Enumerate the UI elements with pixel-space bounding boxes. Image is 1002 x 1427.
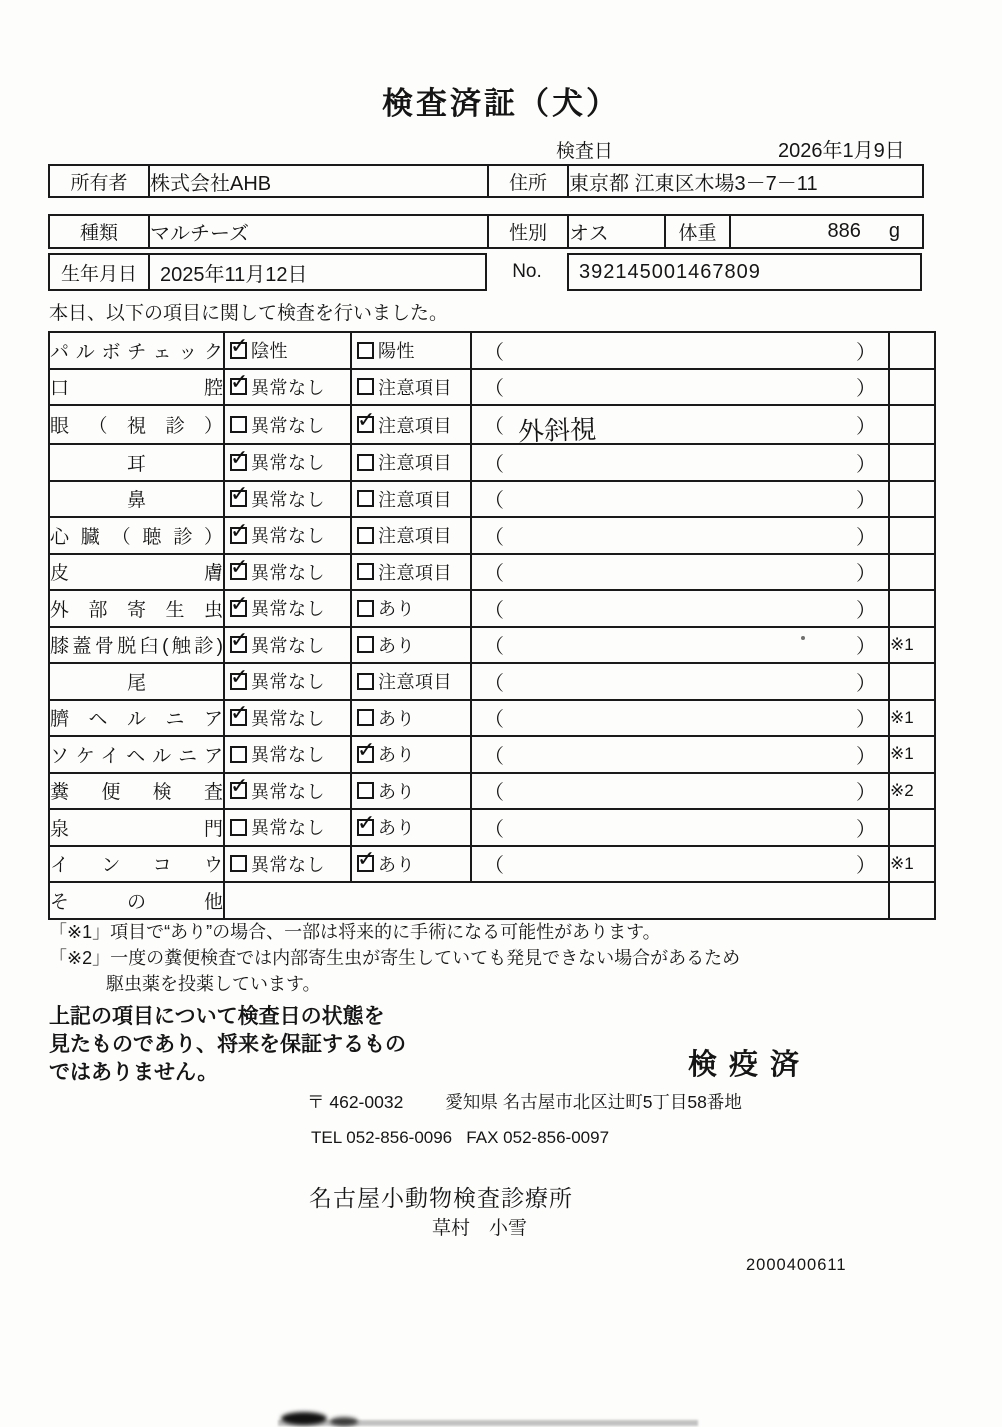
option2-cell — [351, 809, 471, 846]
checkbox-option2-label: あり — [378, 745, 415, 766]
footnote-mark: ※1 — [889, 846, 935, 883]
checkbox-option2-label: 注意項目 — [378, 489, 452, 510]
inspection-row — [49, 481, 935, 518]
option2-cell — [351, 405, 471, 444]
inspection-item-label: その他 — [49, 882, 224, 919]
checkbox-option2 — [357, 490, 374, 507]
checkbox-option2 — [357, 746, 374, 763]
remarks-cell — [471, 736, 889, 773]
remarks-cell — [471, 590, 889, 627]
paren-open: （ — [484, 709, 504, 732]
checkbox-option2 — [357, 378, 374, 395]
inspection-item-label: 膝蓋骨脱臼(触診) — [49, 627, 224, 664]
inspection-item-label: 耳 — [49, 444, 224, 481]
scan-noise-dot — [801, 636, 805, 640]
clinic-name: 名古屋小動物検査診療所 — [309, 1185, 573, 1211]
document-title: 検査済証（犬） — [382, 86, 620, 121]
paren-open: （ — [484, 782, 504, 805]
paren-open: （ — [484, 526, 504, 549]
inspection-item-label: 鼻 — [49, 481, 224, 518]
footnotes-block — [49, 919, 740, 997]
empty-merged-cell — [224, 882, 889, 919]
weight-label: 体重 — [665, 215, 730, 248]
handwritten-note — [504, 381, 856, 393]
paren-open: （ — [484, 563, 504, 586]
inspection-row — [49, 590, 935, 627]
checkbox-option1 — [230, 454, 247, 471]
checkbox-option2-label: あり — [378, 708, 415, 729]
footnote-1: 「※1」項目で“あり”の場合、一部は将来的に手術になる可能性があります。 — [49, 922, 661, 942]
checkbox-option1 — [230, 673, 247, 690]
checkbox-option2 — [357, 673, 374, 690]
postal-code: 〒 462-0032 — [307, 1092, 404, 1112]
checkbox-option1 — [230, 709, 247, 726]
checkbox-option2-label: 陽性 — [378, 341, 415, 362]
remarks-cell — [471, 332, 889, 369]
checkbox-option2 — [357, 416, 374, 433]
checkbox-option2 — [357, 342, 374, 359]
inspection-row — [49, 627, 935, 664]
checkbox-option1-label: 異常なし — [251, 415, 325, 436]
footnote-2-line2: 駆虫薬を投薬しています。 — [106, 974, 321, 995]
option2-cell — [351, 369, 471, 406]
quarantine-passed-stamp: 検疫済 — [688, 1049, 812, 1081]
option2-cell — [351, 590, 471, 627]
paren-close: ） — [856, 526, 876, 549]
checkbox-option2-label: 注意項目 — [378, 526, 452, 547]
inspection-row — [49, 554, 935, 591]
checkbox-option1 — [230, 782, 247, 799]
disclaimer-line1: 上記の項目について検査日の状態を — [49, 1005, 385, 1028]
checkbox-option1 — [230, 563, 247, 580]
paren-open: （ — [484, 490, 504, 513]
option1-cell — [224, 809, 351, 846]
weight-cell — [730, 215, 923, 248]
option1-cell — [224, 773, 351, 810]
option1-cell — [224, 405, 351, 444]
checkbox-option1-label: 異常なし — [251, 562, 325, 583]
footnote-mark — [889, 444, 935, 481]
inspection-row — [49, 444, 935, 481]
inspection-item-label: パルボチェック — [49, 332, 224, 369]
option2-cell — [351, 700, 471, 737]
checkbox-option1-label: 異常なし — [251, 453, 325, 474]
remarks-cell — [471, 554, 889, 591]
inspection-item-label: 眼（視診） — [49, 405, 224, 444]
scan-artifact-smudge — [330, 1417, 358, 1426]
remarks-cell — [471, 444, 889, 481]
inspection-item-label: 尾 — [49, 663, 224, 700]
handwritten-note — [504, 858, 856, 870]
inspection-item-label: 外部寄生虫 — [49, 590, 224, 627]
handwritten-note — [504, 566, 856, 578]
birth-date-value: 2025年11月12日 — [160, 263, 308, 286]
weight-unit: g — [888, 220, 900, 242]
footnote-mark — [889, 517, 935, 554]
inspection-item-label: ソケイヘルニア — [49, 736, 224, 773]
checkbox-option1 — [230, 746, 247, 763]
checkbox-option1-label: 異常なし — [251, 599, 325, 620]
checkbox-option1-label: 異常なし — [251, 708, 325, 729]
disclaimer-block — [49, 1003, 406, 1087]
checkbox-option1 — [230, 819, 247, 836]
remarks-cell — [471, 627, 889, 664]
paren-close: ） — [856, 672, 876, 695]
option2-cell — [351, 663, 471, 700]
checkbox-option1 — [230, 378, 247, 395]
address-label: 住所 — [488, 165, 568, 197]
checkbox-option2-label: あり — [378, 854, 415, 875]
checkbox-option2 — [357, 709, 374, 726]
checkbox-option1-label: 異常なし — [251, 526, 325, 547]
checkbox-option2 — [357, 819, 374, 836]
option2-cell — [351, 444, 471, 481]
sex-value: オス — [568, 215, 665, 248]
footnote-mark: ※2 — [889, 773, 935, 810]
paren-close: ） — [856, 709, 876, 732]
option2-cell — [351, 736, 471, 773]
remarks-cell — [471, 405, 889, 447]
checkbox-option2 — [357, 563, 374, 580]
footnote-mark — [889, 554, 935, 591]
intro-text: 本日、以下の項目に関して検査を行いました。 — [49, 303, 449, 324]
birth-number-row — [48, 253, 922, 291]
option2-cell — [351, 773, 471, 810]
paren-close: ） — [856, 818, 876, 841]
inspection-row — [49, 773, 935, 810]
checkbox-option2-label: あり — [378, 781, 415, 802]
paren-open: （ — [484, 416, 504, 438]
option2-cell — [351, 517, 471, 554]
handwritten-note — [504, 785, 856, 797]
inspection-item-label: 泉門 — [49, 809, 224, 846]
checkbox-option1-label: 異常なし — [251, 854, 325, 875]
certificate-no-label: No. — [512, 261, 542, 282]
footnote-mark — [889, 405, 935, 444]
paren-close: ） — [856, 490, 876, 513]
inspection-row — [49, 517, 935, 554]
option1-cell — [224, 590, 351, 627]
inspection-item-label: 口腔 — [49, 369, 224, 406]
option1-cell — [224, 700, 351, 737]
inspection-row — [49, 369, 935, 406]
remarks-cell — [471, 773, 889, 810]
checkbox-option2-label: 注意項目 — [378, 377, 452, 398]
birth-date-label: 生年月日 — [50, 255, 150, 289]
paren-close: ） — [856, 416, 876, 438]
breed-row — [49, 215, 923, 248]
clinic-address-line — [307, 1089, 742, 1114]
footnote-mark: ※1 — [889, 627, 935, 664]
footnote-mark — [889, 481, 935, 518]
checkbox-option1-label: 異常なし — [251, 635, 325, 656]
owner-row — [49, 165, 923, 197]
checkbox-option1-label: 異常なし — [251, 818, 325, 839]
checkbox-option2 — [357, 454, 374, 471]
paren-open: （ — [484, 378, 504, 401]
disclaimer-line3: ではありません。 — [49, 1060, 219, 1084]
paren-open: （ — [484, 855, 504, 878]
checkbox-option1-label: 陰性 — [251, 341, 288, 362]
inspection-item-label: 心臓（聴診） — [49, 517, 224, 554]
paren-open: （ — [484, 745, 504, 768]
handwritten-note — [504, 639, 856, 651]
checkbox-option1-label: 異常なし — [251, 672, 325, 693]
paren-close: ） — [856, 745, 876, 768]
inspection-row — [49, 663, 935, 700]
footnote-mark — [889, 882, 935, 919]
option1-cell — [224, 332, 351, 369]
paren-open: （ — [484, 672, 504, 695]
examiner-name: 草村 小雪 — [432, 1218, 528, 1239]
inspection-row — [49, 405, 935, 444]
owner-label: 所有者 — [49, 165, 149, 197]
handwritten-note — [504, 602, 856, 614]
option2-cell — [351, 627, 471, 664]
remarks-cell — [471, 663, 889, 700]
paren-close: ） — [856, 782, 876, 805]
checkbox-option2-label: あり — [378, 599, 415, 620]
option1-cell — [224, 627, 351, 664]
weight-value: 886 — [827, 220, 861, 242]
checkbox-option1-label: 異常なし — [251, 781, 325, 802]
checkbox-option2-label: あり — [378, 818, 415, 839]
handwritten-note — [504, 456, 856, 468]
handwritten-note — [504, 493, 856, 505]
option2-cell — [351, 481, 471, 518]
footnote-mark — [889, 590, 935, 627]
inspection-row — [49, 332, 935, 369]
option1-cell — [224, 444, 351, 481]
inspection-table — [48, 331, 936, 920]
handwritten-note — [504, 748, 856, 760]
inspection-row — [49, 882, 935, 919]
address-value: 東京都 江東区木場3－7－11 — [568, 165, 923, 197]
handwritten-note — [504, 344, 856, 356]
paren-close: ） — [856, 378, 876, 401]
footnote-mark — [889, 332, 935, 369]
paren-open: （ — [484, 453, 504, 476]
remarks-cell — [471, 517, 889, 554]
birth-box — [48, 253, 487, 291]
serial-number: 2000400611 — [746, 1256, 847, 1274]
paren-open: （ — [484, 599, 504, 622]
inspection-row — [49, 736, 935, 773]
inspection-row — [49, 700, 935, 737]
paren-close: ） — [856, 563, 876, 586]
footnote-2-line1: 「※2」一度の糞便検査では内部寄生虫が寄生していても発見できない場合があるため — [49, 948, 741, 969]
inspection-item-label: 糞便検査 — [49, 773, 224, 810]
option2-cell — [351, 846, 471, 883]
disclaimer-line2: 見たものであり、将来を保証するもの — [49, 1032, 406, 1056]
checkbox-option1 — [230, 527, 247, 544]
paren-open: （ — [484, 818, 504, 841]
inspection-item-label: インコウ — [49, 846, 224, 883]
paren-close: ） — [856, 453, 876, 476]
checkbox-option1 — [230, 855, 247, 872]
checkbox-option2-label: 注意項目 — [378, 453, 452, 474]
checkbox-option1-label: 異常なし — [251, 489, 325, 510]
option1-cell — [224, 517, 351, 554]
remarks-cell — [471, 846, 889, 883]
checkbox-option2-label: あり — [378, 635, 415, 656]
remarks-cell — [471, 700, 889, 737]
option1-cell — [224, 369, 351, 406]
tel-fax-line: TEL 052-856-0096 FAX 052-856-0097 — [311, 1128, 610, 1147]
handwritten-note: 外斜視 — [517, 413, 597, 447]
option1-cell — [224, 554, 351, 591]
option2-cell — [351, 554, 471, 591]
breed-value: マルチーズ — [149, 215, 488, 248]
scan-artifact-smudge — [281, 1412, 327, 1425]
paren-close: ） — [856, 636, 876, 659]
handwritten-note — [504, 712, 856, 724]
checkbox-option2 — [357, 527, 374, 544]
breed-label: 種類 — [49, 215, 149, 248]
inspection-item-label: 皮膚 — [49, 554, 224, 591]
inspection-date-label: 検査日 — [556, 141, 614, 162]
checkbox-option1-label: 異常なし — [251, 377, 325, 398]
checkbox-option2-label: 注意項目 — [378, 415, 452, 436]
inspection-table-body — [49, 332, 935, 919]
paren-open: （ — [484, 636, 504, 659]
footnote-mark — [889, 369, 935, 406]
remarks-cell — [471, 809, 889, 846]
inspection-date-value: 2026年1月9日 — [778, 140, 905, 162]
paren-close: ） — [856, 599, 876, 622]
option1-cell — [224, 663, 351, 700]
checkbox-option2-label: 注意項目 — [378, 562, 452, 583]
clinic-address: 愛知県 名古屋市北区辻町5丁目58番地 — [445, 1092, 742, 1112]
footnote-mark: ※1 — [889, 736, 935, 773]
checkbox-option2-label: 注意項目 — [378, 672, 452, 693]
remarks-cell — [471, 369, 889, 406]
footnote-mark — [889, 663, 935, 700]
checkbox-option1 — [230, 490, 247, 507]
inspection-item-label: 臍ヘルニア — [49, 700, 224, 737]
option1-cell — [224, 846, 351, 883]
owner-value: 株式会社AHB — [149, 165, 488, 197]
checkbox-option2 — [357, 782, 374, 799]
paren-close: ） — [856, 855, 876, 878]
handwritten-note — [504, 675, 856, 687]
checkbox-option2 — [357, 600, 374, 617]
option2-cell — [351, 332, 471, 369]
checkbox-option1 — [230, 636, 247, 653]
owner-table — [48, 164, 924, 198]
inspection-row — [49, 809, 935, 846]
option1-cell — [224, 736, 351, 773]
handwritten-note — [504, 821, 856, 833]
checkbox-option1 — [230, 416, 247, 433]
checkbox-option2 — [357, 855, 374, 872]
option1-cell — [224, 481, 351, 518]
handwritten-note — [504, 529, 856, 541]
checkbox-option2 — [357, 636, 374, 653]
checkbox-option1 — [230, 600, 247, 617]
sex-label: 性別 — [488, 215, 568, 248]
breed-sex-weight-table — [48, 214, 924, 249]
inspection-row — [49, 846, 935, 883]
paren-close: ） — [856, 341, 876, 364]
paren-open: （ — [484, 341, 504, 364]
footnote-mark: ※1 — [889, 700, 935, 737]
checkbox-option1-label: 異常なし — [251, 745, 325, 766]
footnote-mark — [889, 809, 935, 846]
remarks-cell — [471, 481, 889, 518]
certificate-no-value: 392145001467809 — [567, 253, 922, 291]
checkbox-option1 — [230, 342, 247, 359]
